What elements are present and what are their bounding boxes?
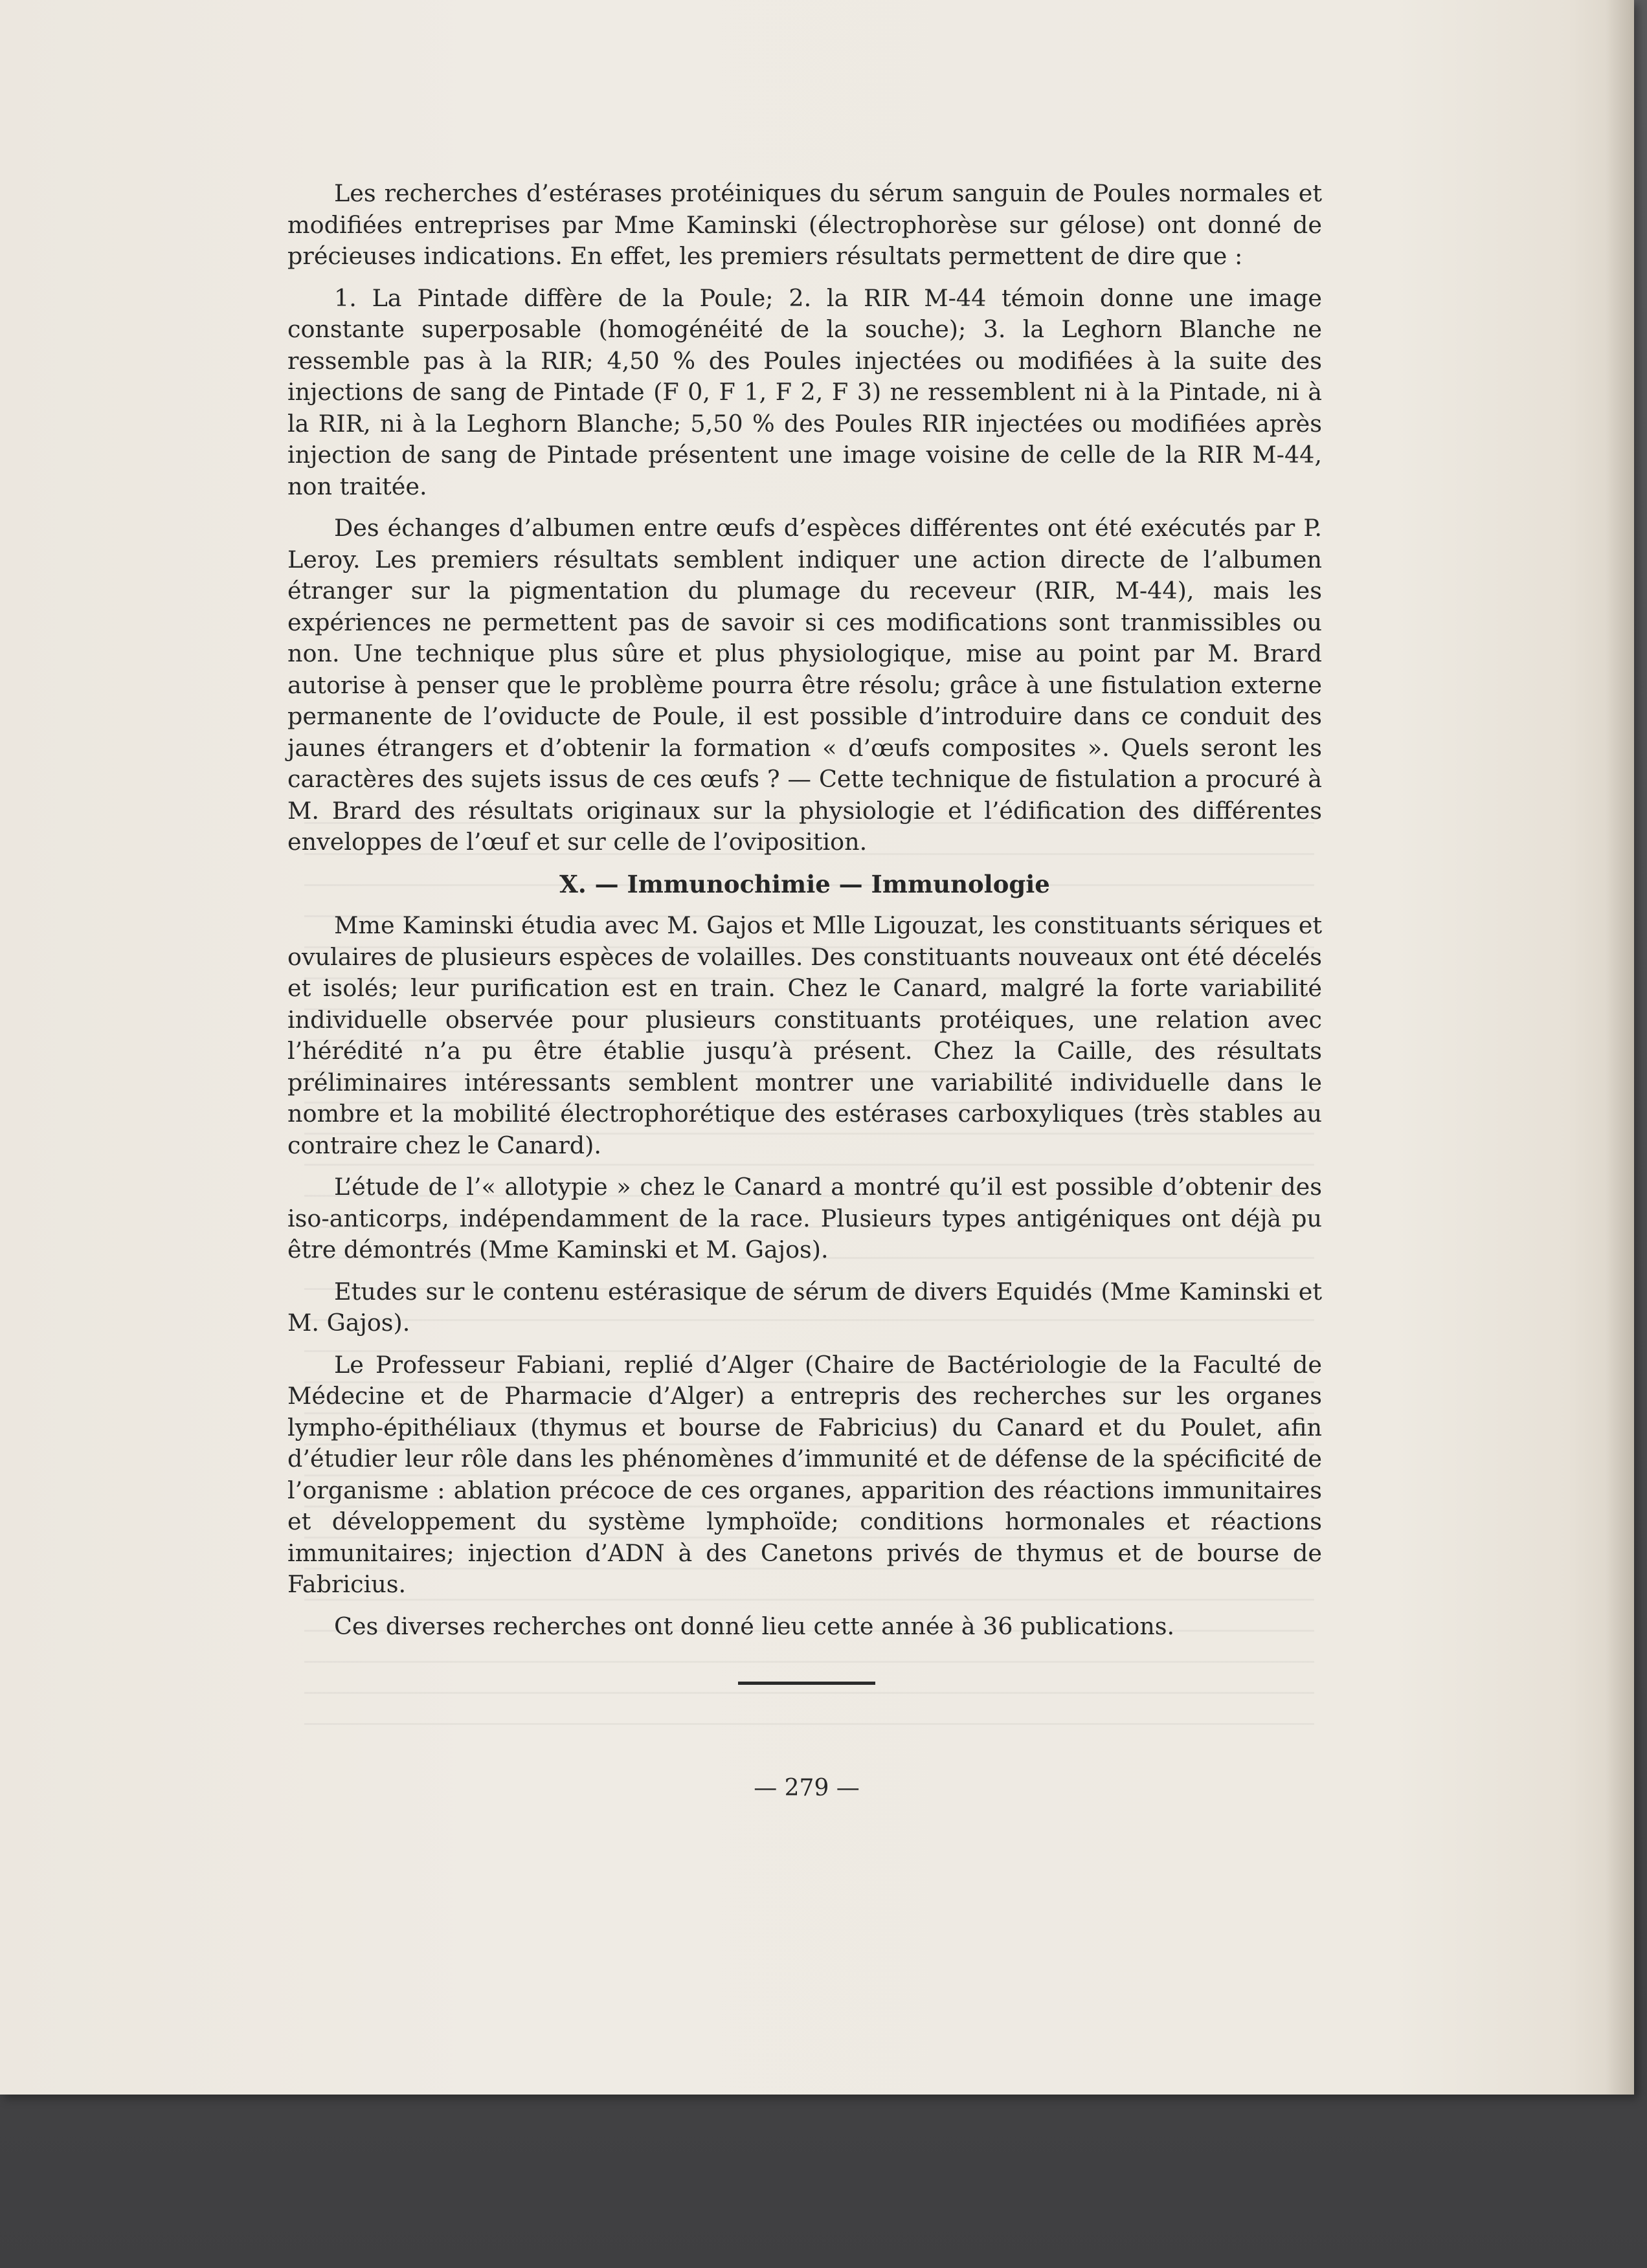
paragraph-results-list: 1. La Pintade diffère de la Poule; 2. la RIR M-44 témoin donne une image constante superposable (homogénéité de la souche); 3. la Leghorn Blanche ne ressemble pas à la RIR; 4,50 % des Poules injectées ou modifiées à la suite des injections de sang de Pintade (F 0, F 1, F 2, F 3) ne ressemblent ni à la Pintade, ni à la RIR, ni à la Leghorn Blanche; 5,50 % des Poules RIR injectées ou modifiées après injection de sang de Pintade présentent une image voisine de celle de la RIR M-44, non traitée. (287, 284, 1322, 500)
paragraph-constituants: Mme Kaminski étudia avec M. Gajos et Mlle Ligouzat, les constituants sériques et ovulaires de plusieurs espèces de volailles. Des constituants nouveaux ont été décelés et isolés; leur purification est en train. Chez le Canard, malgré la forte variabilité individuelle observée pour plusieurs constituants protéiques, une relation avec l’hérédité n’a pu être établie jusqu’à présent. Chez la Caille, des résultats préliminaires intéressants semblent montrer une variabilité individuelle dans le nombre et la mobilité électrophorétique des estérases carboxyliques (très stables au contraire chez le Canard). (287, 911, 1322, 1159)
paragraph-allotypie: L’étude de l’« allotypie » chez le Canard a montré qu’il est possible d’obtenir des iso-anticorps, indépendamment de la race. Plusieurs types antigéniques ont déjà pu être démontrés (Mme Kaminski et M. Gajos). (287, 1173, 1322, 1263)
paragraph-esterases: Les recherches d’estérases protéiniques du sérum sanguin de Poules normales et modifiées entreprises par Mme Kaminski (électrophorèse sur gélose) ont donné de précieuses indications. En effet, les premiers résultats permettent de dire que : (287, 179, 1322, 270)
paragraph-equides: Etudes sur le contenu estérasique de sérum de divers Equidés (Mme Kaminski et M. Gajos). (287, 1277, 1322, 1337)
paragraph-publications: Ces diverses recherches ont donné lieu cette année à 36 publications. (334, 1612, 1175, 1640)
page-edge-shadow (1606, 0, 1634, 2095)
page-number: — 279 — (754, 1775, 860, 1801)
paragraph-fabiani: Le Professeur Fabiani, replié d’Alger (Chaire de Bactériologie de la Faculté de Médecine et de Pharmacie d’Alger) a entrepris des recherches sur les organes lympho-épithéliaux (thymus et bourse de Fabricius) du Canard et du Poulet, afin d’étudier leur rôle dans les phénomènes d’immunité et de défense de la spécificité de l’organisme : ablation précoce de ces organes, apparition des réactions immunitaires et développement du système lymphoïde; conditions hormonales et réactions immunitaires; injection d’ADN à des Canetons privés de thymus et de bourse de Fabricius. (287, 1350, 1322, 1598)
paragraph-albumen-exchange: Des échanges d’albumen entre œufs d’espèces différentes ont été exécutés par P. Leroy. Les premiers résultats semblent indiquer une action directe de l’albumen étranger sur la pigmentation du plumage du receveur (RIR, M-44), mais les expériences ne permettent pas de savoir si ces modifications sont tranmissibles ou non. Une technique plus sûre et plus physiologique, mise au point par M. Brard autorise à penser que le problème pourra être résolu; grâce à une fistulation externe permanente de l’oviducte de Poule, il est possible d’introduire dans ce conduit des jaunes étrangers et d’obtenir la formation « d’œufs composites ». Quels seront les caractères des sujets issus de ces œufs ? — Cette technique de fistulation a procuré à M. Brard des résultats originaux sur la physiologie et l’édification des différentes enveloppes de l’œuf et sur celle de l’oviposition. (287, 514, 1322, 856)
page-body (287, 178, 1322, 1652)
section-heading: X. — Immunochimie — Immunologie (559, 869, 1050, 898)
separator-rule (738, 1682, 875, 1685)
